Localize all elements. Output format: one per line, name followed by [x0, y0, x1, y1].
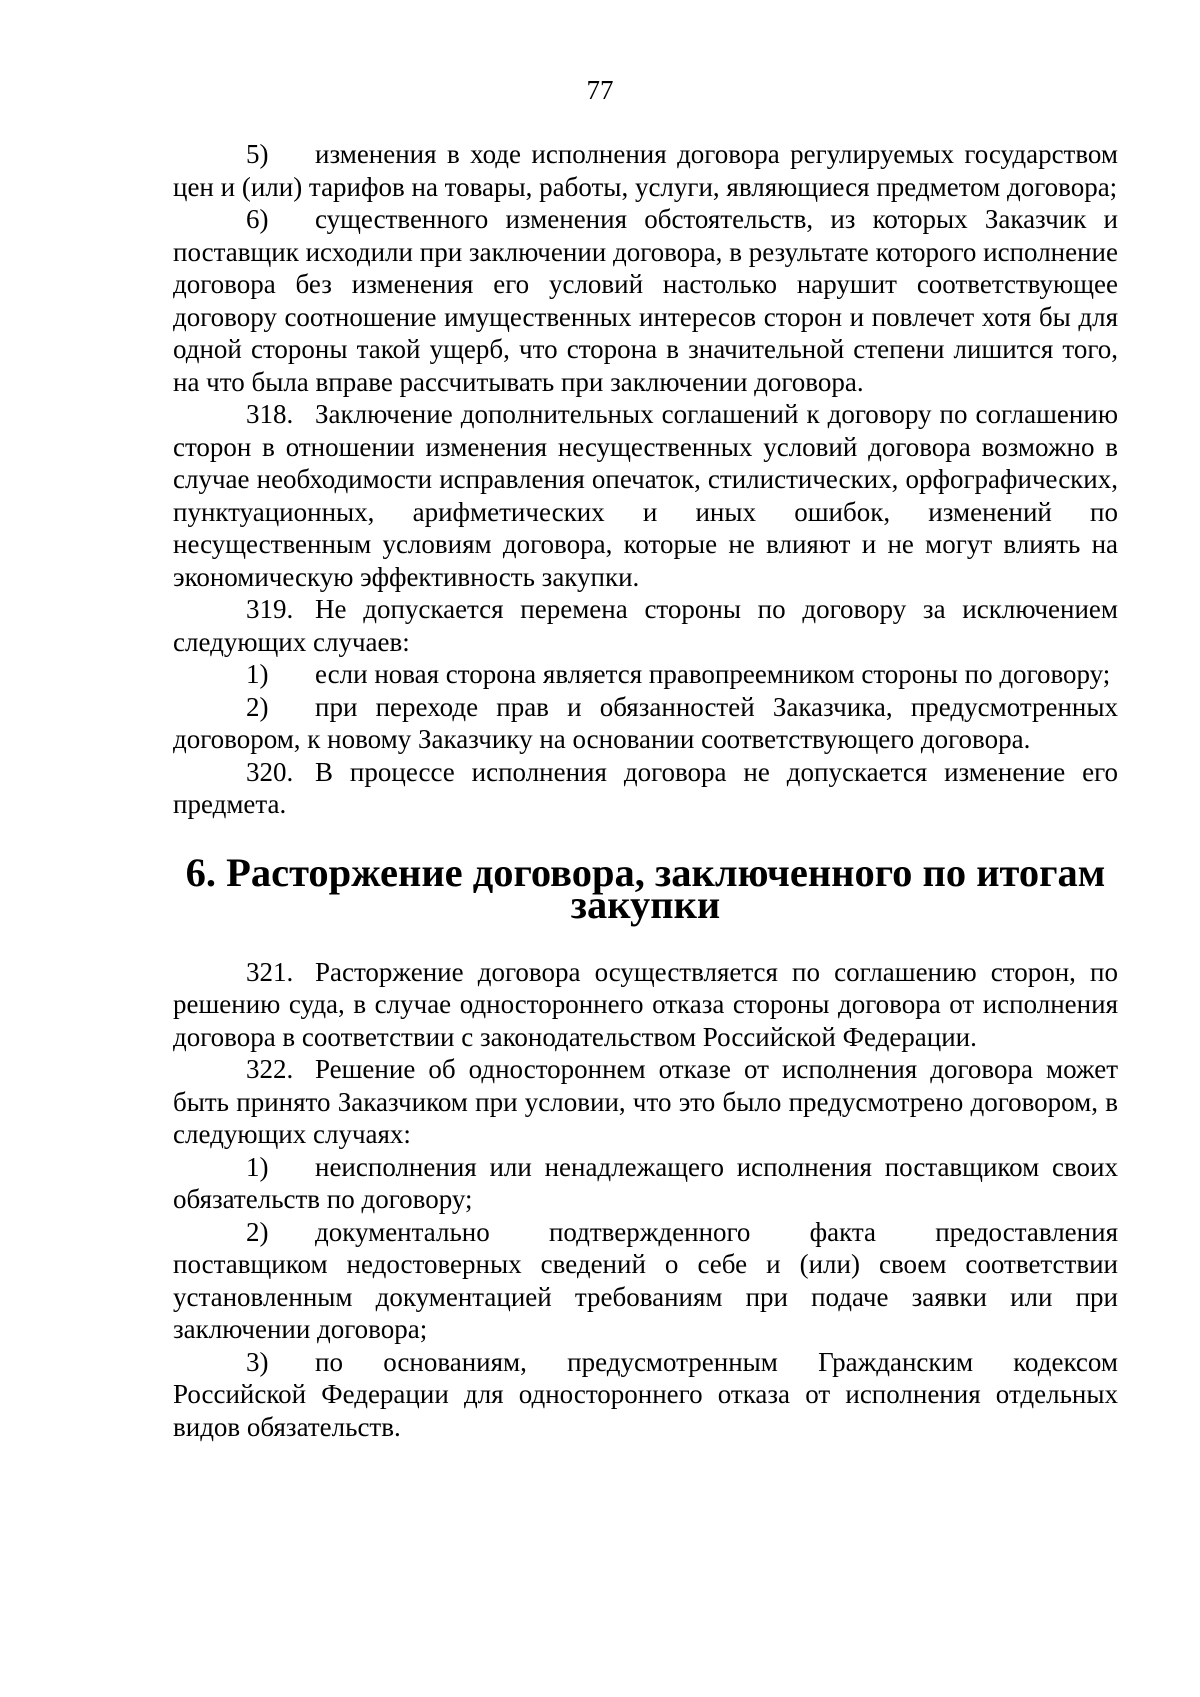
- item-number: 5): [246, 139, 269, 169]
- list-item-3: [173, 1346, 1118, 1444]
- clause-number: 319.: [246, 594, 294, 624]
- clause-text: Решение об одностороннем отказе от исполнения договора может быть принято Заказчиком при условии, что это было предусмотрено договором, в следующих случаях:: [173, 1054, 1118, 1149]
- list-item-6: [173, 203, 1118, 398]
- list-item-1: [173, 1151, 1118, 1216]
- item-text: изменения в ходе исполнения договора регулируемых государством цен и (или) тарифов на товары, работы, услуги, являющиеся предметом договора;: [173, 139, 1118, 202]
- item-number: 1): [246, 1151, 269, 1182]
- list-item-1: [173, 658, 1118, 691]
- clause-text: Не допускается перемена стороны по договору за исключением следующих случаев:: [173, 594, 1118, 657]
- list-item-2: [173, 691, 1118, 756]
- item-number: 2): [246, 691, 269, 722]
- document-body: [173, 138, 1118, 1443]
- clause-321: [173, 956, 1118, 1054]
- item-number: 3): [246, 1346, 269, 1377]
- clause-number: 321.: [246, 956, 294, 987]
- list-item-5: [173, 138, 1118, 203]
- clause-322: [173, 1053, 1118, 1151]
- clause-number: 320.: [246, 756, 294, 787]
- clause-text: Заключение дополнительных соглашений к договору по соглашению сторон в отношении изменения несущественных условий договора возможно в случае необходимости исправления опечаток, стилистических, орфографических, пунктуационных, арифметических и иных ошибок, изменений по несущественным условиям договора, которые не влияют и не могут влиять на экономическую эффективность закупки.: [173, 399, 1118, 592]
- item-number: 2): [246, 1216, 269, 1247]
- item-text: документально подтвержденного факта предоставления поставщиком недостоверных сведений о себе и (или) своем соответствии установленным документацией требованиям при подаче заявки или при заключении договора;: [173, 1216, 1118, 1344]
- list-item-2: [173, 1216, 1118, 1346]
- clause-text: В процессе исполнения договора не допускается изменение его предмета.: [173, 756, 1118, 819]
- clause-number: 322.: [246, 1054, 294, 1084]
- item-number: 6): [246, 204, 269, 234]
- clause-320: [173, 756, 1118, 821]
- item-text: при переходе прав и обязанностей Заказчика, предусмотренных договором, к новому Заказчику на основании соответствующего договора.: [173, 691, 1118, 754]
- item-text: если новая сторона является правопреемником стороны по договору;: [315, 659, 1111, 689]
- item-text: существенного изменения обстоятельств, из которых Заказчик и поставщик исходили при заключении договора, в результате которого исполнение договора без изменения его условий настолько нарушит соответствующее договору соотношение имущественных интересов сторон и повлечет хотя бы для одной стороны такой ущерб, что сторона в значительной степени лишится того, на что была вправе рассчитывать при заключении договора.: [173, 204, 1118, 397]
- clause-number: 318.: [246, 399, 294, 429]
- clause-318: [173, 398, 1118, 593]
- item-text: неисполнения или ненадлежащего исполнения поставщиком своих обязательств по договору;: [173, 1151, 1118, 1214]
- section-heading: 6. Расторжение договора, заключенного по итогам закупки: [185, 849, 1106, 927]
- page-number: 77: [586, 75, 614, 105]
- clause-text: Расторжение договора осуществляется по соглашению сторон, по решению суда, в случае одностороннего отказа стороны договора от исполнения договора в соответствии с законодательством Российской Федерации.: [173, 956, 1118, 1052]
- item-text: по основаниям, предусмотренным Гражданским кодексом Российской Федерации для одностороннего отказа от исполнения отдельных видов обязательств.: [173, 1346, 1118, 1442]
- clause-319: [173, 593, 1118, 658]
- item-number: 1): [246, 659, 269, 689]
